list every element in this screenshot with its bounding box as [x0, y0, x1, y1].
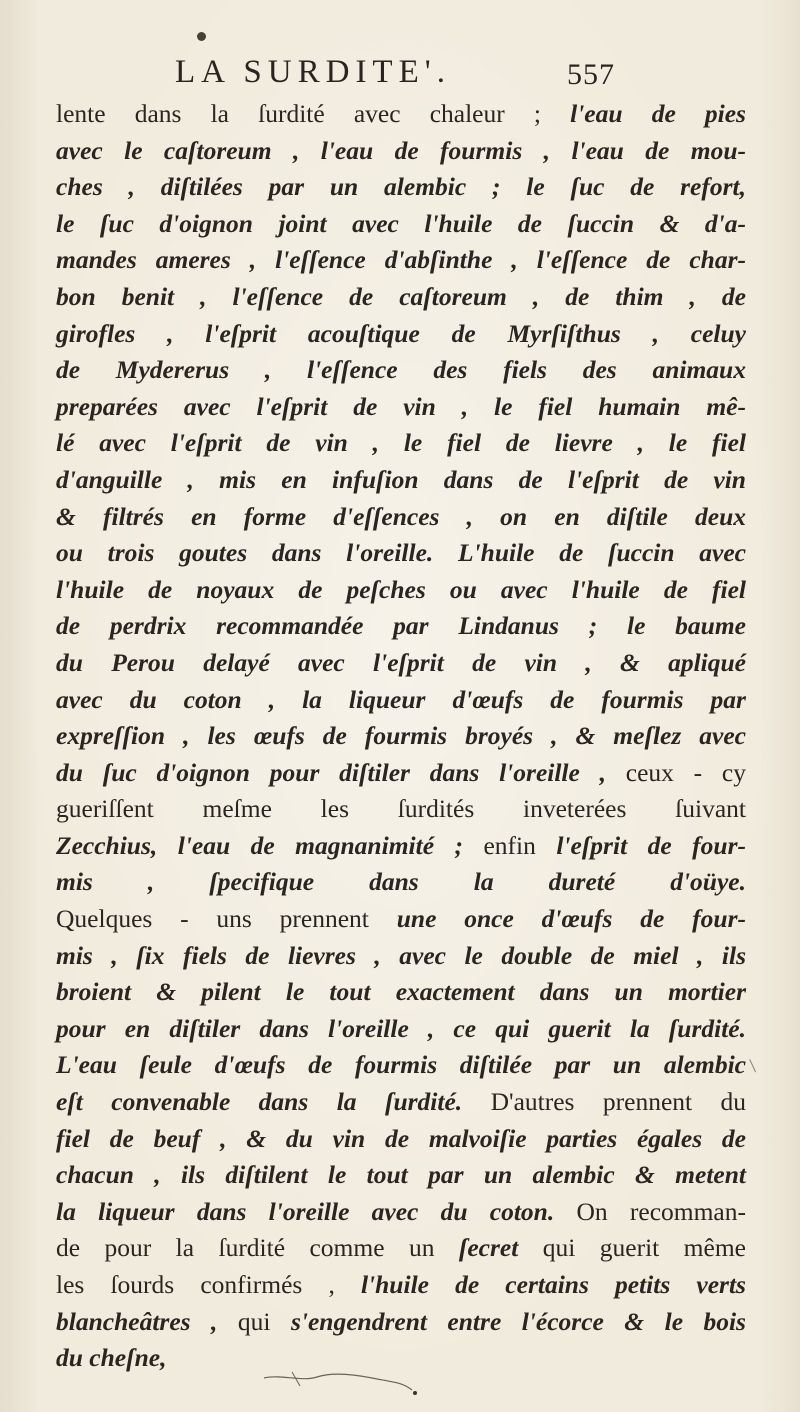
text-line [56, 1121, 746, 1158]
margin-mark [749, 1058, 759, 1073]
text-line [56, 279, 746, 316]
text-line [56, 499, 746, 536]
running-head [175, 54, 615, 94]
text-line [56, 682, 746, 719]
text-line [56, 425, 746, 462]
text-run: la liqueur dans l'oreille avec du coton. [56, 1196, 577, 1226]
ink-dot [197, 32, 206, 41]
text-line [56, 96, 746, 133]
text-run: avec le caſtoreum , l'eau de fourmis , l'eau de mou- [56, 135, 746, 165]
text-run: ou trois goutes dans l'oreille. L'huile de ſuccin avec [56, 538, 746, 568]
text-line [56, 1047, 746, 1084]
text-line [56, 828, 746, 865]
text-line [56, 206, 746, 243]
text-line [56, 718, 746, 755]
text-run: qui [237, 1306, 291, 1336]
text-line [56, 1230, 746, 1267]
text-line [56, 316, 746, 353]
text-run: le ſuc d'oignon joint avec l'huile de ſuccin & d'a- [56, 208, 746, 238]
text-run: du cheſne, [56, 1343, 167, 1373]
text-line [56, 1157, 746, 1194]
text-run: de perdrix recommandée par Lindanus ; le baume [56, 611, 746, 641]
text-run: Zecchius, l'eau de magnanimité ; [56, 830, 484, 860]
text-line [56, 1011, 746, 1048]
text-run: l'huile de certains petits verts [360, 1270, 746, 1299]
text-run: s'engendrent entre l'écorce & le bois [290, 1306, 746, 1336]
text-run: du Perou delayé avec l'eſprit de vin , & apliqué [56, 647, 746, 677]
text-run: & filtrés en forme d'eſſences , on en diſtile deux [56, 501, 746, 531]
text-line [56, 864, 746, 901]
text-run: mis , ſpecifique dans la dureté d'oüye. [56, 867, 746, 897]
text-run: expreſſion , les œufs de fourmis broyés , & meſlez avec [56, 721, 746, 751]
text-line [56, 133, 746, 170]
text-run: On recomman- [576, 1196, 746, 1226]
text-run: l'eſprit de four- [556, 830, 746, 860]
text-line [56, 901, 746, 938]
text-run: qui guerit même [542, 1233, 746, 1263]
running-title: LA SURDITE'. [175, 54, 451, 90]
text-line [56, 572, 746, 609]
body-text [56, 96, 746, 1377]
text-run: chacun , ils diſtilent le tout par un alembic & metent [56, 1160, 746, 1190]
text-run: broient & pilent le tout exactement dans un mortier [56, 977, 746, 1007]
text-run: d'anguille , mis en infuſion dans de l'eſprit de vin [56, 464, 746, 494]
text-run: l'eau de pies [570, 99, 746, 128]
text-line [56, 938, 746, 975]
text-run: fiel de beuf , & du vin de malvoiſie parties égales de [56, 1123, 746, 1153]
text-run: les ſourds confirmés , [56, 1270, 361, 1299]
text-run: enfin [483, 830, 557, 860]
text-run: pour en diſtiler dans l'oreille , ce qui guerit la ſurdité. [56, 1013, 746, 1043]
text-run: eſt convenable dans la ſurdité. [56, 1087, 491, 1117]
text-run: lé avec l'eſprit de vin , le fiel de lievre , le fiel [56, 428, 746, 458]
text-run: girofles , l'eſprit acouſtique de Myrſiſthus , celuy [56, 318, 746, 348]
text-run: blancheâtres , [56, 1306, 238, 1336]
text-line [56, 755, 746, 792]
text-line [56, 608, 746, 645]
text-run: gueriſſent meſme les ſurdités inveterées ſuivant [56, 794, 746, 824]
text-line [56, 1084, 746, 1121]
text-line [56, 389, 746, 426]
text-line [56, 169, 746, 206]
text-run: mis , ſix fiels de lievres , avec le double de miel , ils [56, 940, 746, 970]
page-number: 557 [567, 58, 615, 91]
text-run: D'autres prennent du [490, 1087, 747, 1117]
text-run: preparées avec l'eſprit de vin , le fiel humain mê- [56, 391, 746, 421]
text-run: mandes ameres , l'eſſence d'abſinthe , l'eſſence de char- [56, 245, 746, 275]
text-run: Quelques - uns prennent [56, 904, 397, 934]
text-line [56, 462, 746, 499]
text-line [56, 1267, 746, 1304]
text-run: avec du coton , la liqueur d'œufs de fourmis par [56, 684, 746, 714]
pen-scribble [262, 1368, 422, 1398]
text-run: ceux - cy [625, 757, 746, 787]
text-run: ſecret [458, 1233, 543, 1263]
text-run: une once d'œufs de four- [396, 904, 746, 934]
text-run: l'huile de noyaux de peſches ou avec l'huile de fiel [56, 574, 746, 604]
text-run: de pour la ſurdité comme un [56, 1233, 459, 1263]
text-line [56, 535, 746, 572]
text-line [56, 1194, 746, 1231]
text-run: L'eau ſeule d'œufs de fourmis diſtilée par un alembic [56, 1050, 746, 1080]
text-run: lente dans la ſurdité avec chaleur ; [56, 99, 571, 128]
text-run: ches , diſtilées par un alembic ; le ſuc de refort, [56, 172, 746, 202]
text-line [56, 1304, 746, 1341]
text-line [56, 791, 746, 828]
text-line [56, 645, 746, 682]
text-line [56, 352, 746, 389]
text-run: bon benit , l'eſſence de caſtoreum , de thim , de [56, 281, 746, 311]
text-run: de Mydererus , l'eſſence des fiels des animaux [56, 355, 746, 385]
text-line [56, 974, 746, 1011]
text-run: du ſuc d'oignon pour diſtiler dans l'oreille , [56, 757, 626, 787]
text-line [56, 242, 746, 279]
